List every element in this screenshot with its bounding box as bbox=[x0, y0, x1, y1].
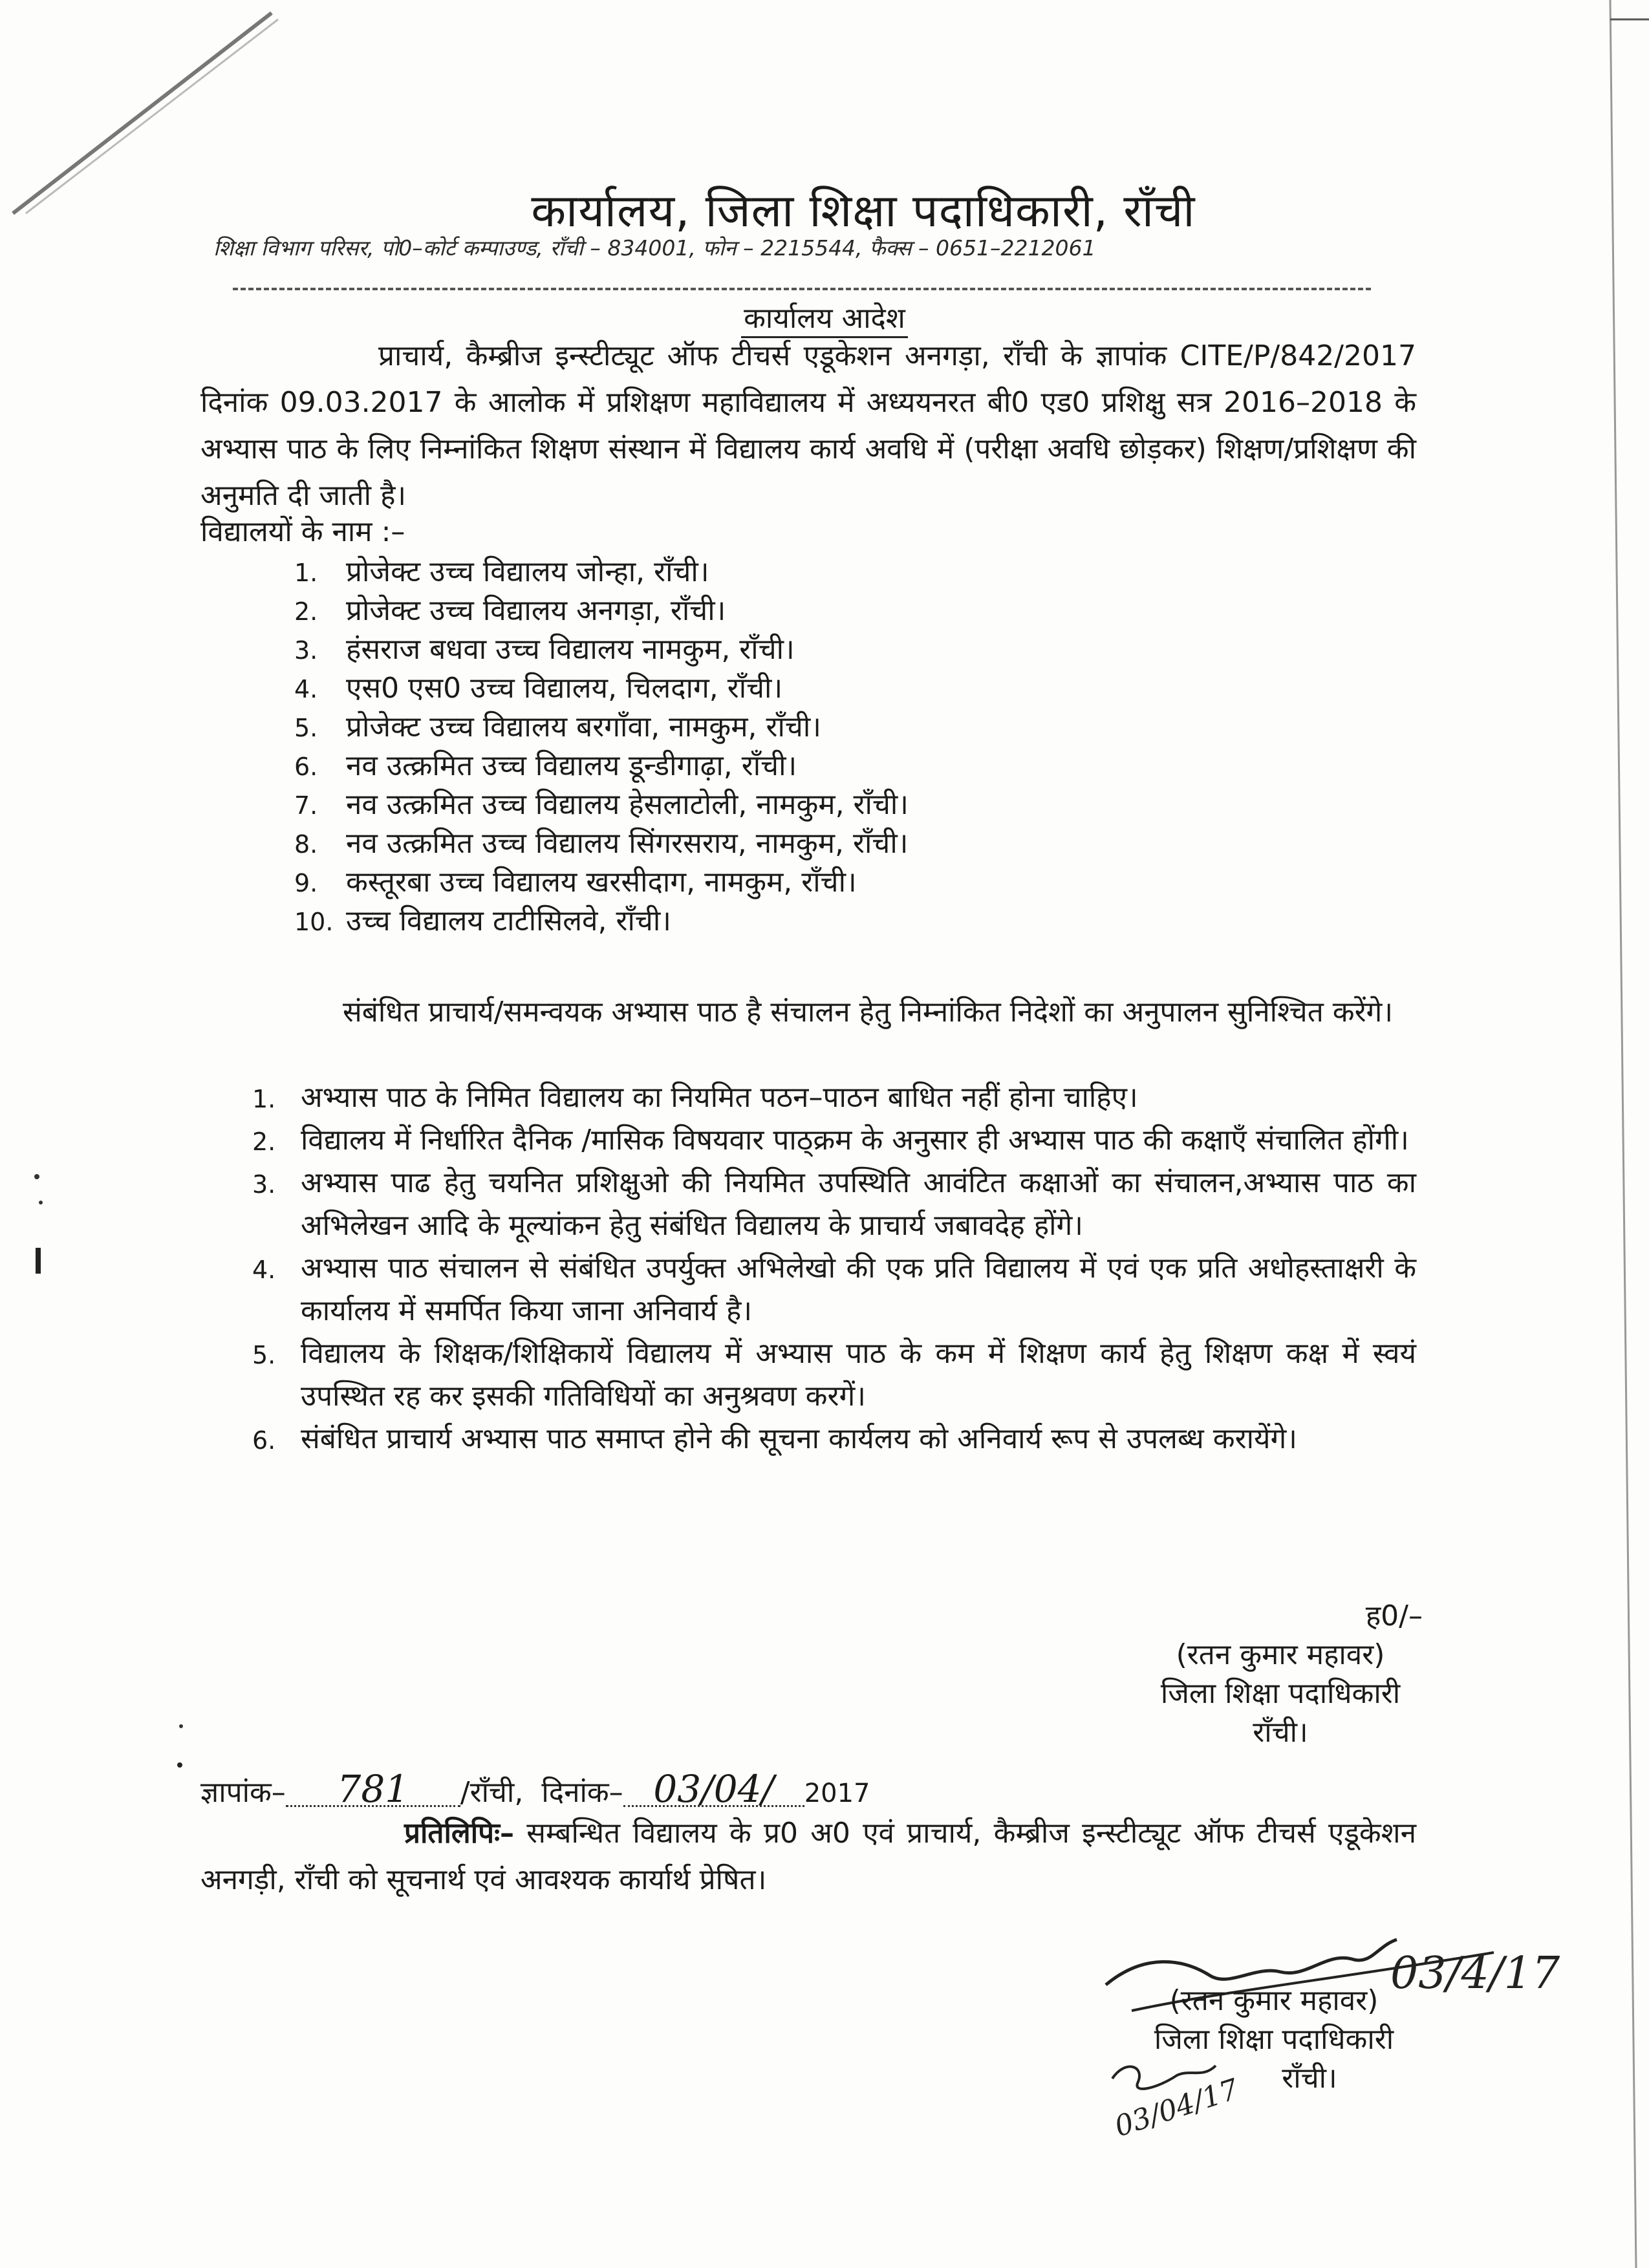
list-item: 3. हंसराज बधवा उच्च विद्यालय नामकुम, राँची। bbox=[294, 633, 795, 666]
signature-block-1 bbox=[1125, 1597, 1436, 1752]
list-item: 3. अभ्यास पाढ हेतु चयनित प्रशिक्षुओ की नियमित उपस्थिति आवंटित कक्षाओं का संचालन,अभ्यास पाठ का अभिलेखन आदि के मूल्यांकन हेतु संबंधित विद्यालय के प्राचार्य जबावदेह होंगे। bbox=[252, 1166, 1416, 1242]
scan-dots bbox=[175, 1720, 188, 1771]
copy-label: प्रतिलिपिः– bbox=[404, 1817, 515, 1850]
order-heading: कार्यालय आदेश bbox=[0, 297, 1649, 336]
officer-place: राँची। bbox=[1282, 2062, 1337, 2095]
officer-name: (रतन कुमार महावर) bbox=[1169, 1984, 1379, 2017]
list-item: 7. नव उत्क्रमित उच्च विद्यालय हेसलाटोली, नामकुम, राँची। bbox=[294, 788, 909, 821]
memo-label: ज्ञापांक– bbox=[200, 1776, 286, 1809]
officer-place: राँची। bbox=[1253, 1716, 1308, 1749]
schools-label: विद्यालयों के नाम :– bbox=[200, 515, 405, 548]
svg-text:03/04/17: 03/04/17 bbox=[1110, 2072, 1243, 2144]
svg-text:03/4/17: 03/4/17 bbox=[1390, 1948, 1560, 1999]
list-item: 6. संबंधित प्राचार्य अभ्यास पाठ समाप्त होने की सूचना कार्यलय को अनिवार्य रूप से उपलब्ध करायेंगे। bbox=[252, 1422, 1297, 1455]
officer-designation: जिला शिक्षा पदाधिकारी bbox=[1160, 1677, 1401, 1710]
date-value: 03/04/ bbox=[623, 1773, 804, 1807]
school-list bbox=[294, 553, 909, 941]
list-item: 10. उच्च विद्यालय टाटीसिलवे, राँची। bbox=[294, 904, 671, 937]
officer-name: (रतन कुमार महावर) bbox=[1176, 1638, 1385, 1671]
copy-text: सम्बन्धित विद्यालय के प्र0 अ0 एवं प्राचार्य, कैम्ब्रीज इन्स्टीट्यूट ऑफ टीचर्स एडूकेशन अनगड़ी, राँची को सूचनार्थ एवं आवश्यक कार्यार्थ प्रेषित। bbox=[200, 1817, 1416, 1896]
signed-mark: ह0/– bbox=[1365, 1599, 1423, 1632]
intro-paragraph: प्राचार्य, कैम्ब्रीज इन्स्टीट्यूट ऑफ टीचर्स एडूकेशन अनगड़ा, राँची के ज्ञापांक CITE/P/842/2017 दिनांक 09.03.2017 के आलोक में प्रशिक्षण महाविद्यालय में अध्ययनरत बी0 एड0 प्रशिक्षु सत्र 2016–2018 के अभ्यास पाठ के लिए निम्नांकित शिक्षण संस्थान में विद्यालय कार्य अवधि में (परीक्षा अवधि छोड़कर) शिक्षण/प्रशिक्षण की अनुमति दी जाती है। bbox=[200, 339, 1416, 512]
office-address: शिक्षा विभाग परिसर, पो0–कोर्ट कम्पाउण्ड, राँची – 834001, फोन – 2215544, फैक्स – 0651–2212061 bbox=[213, 235, 1096, 261]
list-item: 4. एस0 एस0 उच्च विद्यालय, चिलदाग, राँची। bbox=[294, 672, 783, 705]
header-divider bbox=[233, 288, 1371, 290]
memo-place: /राँची, bbox=[460, 1776, 524, 1809]
list-item: 1. अभ्यास पाठ के निमित विद्यालय का नियमित पठन–पाठन बाधित नहीं होना चाहिए। bbox=[252, 1081, 1138, 1114]
directives-intro: संबंधित प्राचार्य/समन्वयक अभ्यास पाठ है संचालन हेतु निम्नांकित निदेशों का अनुपालन सुनिश्चित करेंगे। bbox=[343, 996, 1394, 1029]
date-year: 2017 bbox=[804, 1779, 870, 1808]
list-item: 8. नव उत्क्रमित उच्च विद्यालय सिंगरसराय, नामकुम, राँची। bbox=[294, 827, 909, 860]
list-item: 6. नव उत्क्रमित उच्च विद्यालय डून्डीगाढ़ा, राँची। bbox=[294, 749, 797, 782]
office-title: कार्यालय, जिला शिक्षा पदाधिकारी, राँची bbox=[531, 184, 1196, 237]
list-item: 9. कस्तूरबा उच्च विद्यालय खरसीदाग, नामकुम, राँची। bbox=[294, 866, 857, 899]
memo-line bbox=[200, 1767, 870, 1811]
memo-number: 781 bbox=[286, 1773, 460, 1807]
officer-designation: जिला शिक्षा पदाधिकारी bbox=[1154, 2023, 1394, 2056]
handwritten-initials bbox=[1106, 2053, 1261, 2150]
list-item: 5. विद्यालय के शिक्षक/शिक्षिकायें विद्यालय में अभ्यास पाठ के कम में शिक्षण कार्य हेतु शिक्षण कक्ष में स्वयं उपस्थित रह कर इसकी गतिविधियों का अनुश्रवण करगें। bbox=[252, 1337, 1416, 1413]
list-item: 2. प्रोजेक्ट उच्च विद्यालय अनगड़ा, राँची। bbox=[294, 594, 726, 627]
copy-paragraph bbox=[200, 1810, 1416, 1903]
list-item: 1. प्रोजेक्ट उच्च विद्यालय जोन्हा, राँची। bbox=[294, 555, 709, 588]
scan-dots bbox=[29, 1164, 48, 1293]
directive-list bbox=[252, 1076, 1416, 1460]
date-label: दिनांक– bbox=[541, 1776, 623, 1809]
list-item: 5. प्रोजेक्ट उच्च विद्यालय बरगाँवा, नामकुम, राँची। bbox=[294, 711, 821, 744]
list-item: 4. अभ्यास पाठ संचालन से संबंधित उपर्युक्त अभिलेखो की एक प्रति विद्यालय में एवं एक प्रति अधोहस्ताक्षरी के कार्यालय में समर्पित किया जाना अनिवार्य है। bbox=[252, 1252, 1416, 1327]
list-item: 2. विद्यालय में निर्धारित दैनिक /मासिक विषयवार पाठ्क्रम के अनुसार ही अभ्यास पाठ की कक्षाएँ संचालित होंगी। bbox=[252, 1124, 1409, 1157]
